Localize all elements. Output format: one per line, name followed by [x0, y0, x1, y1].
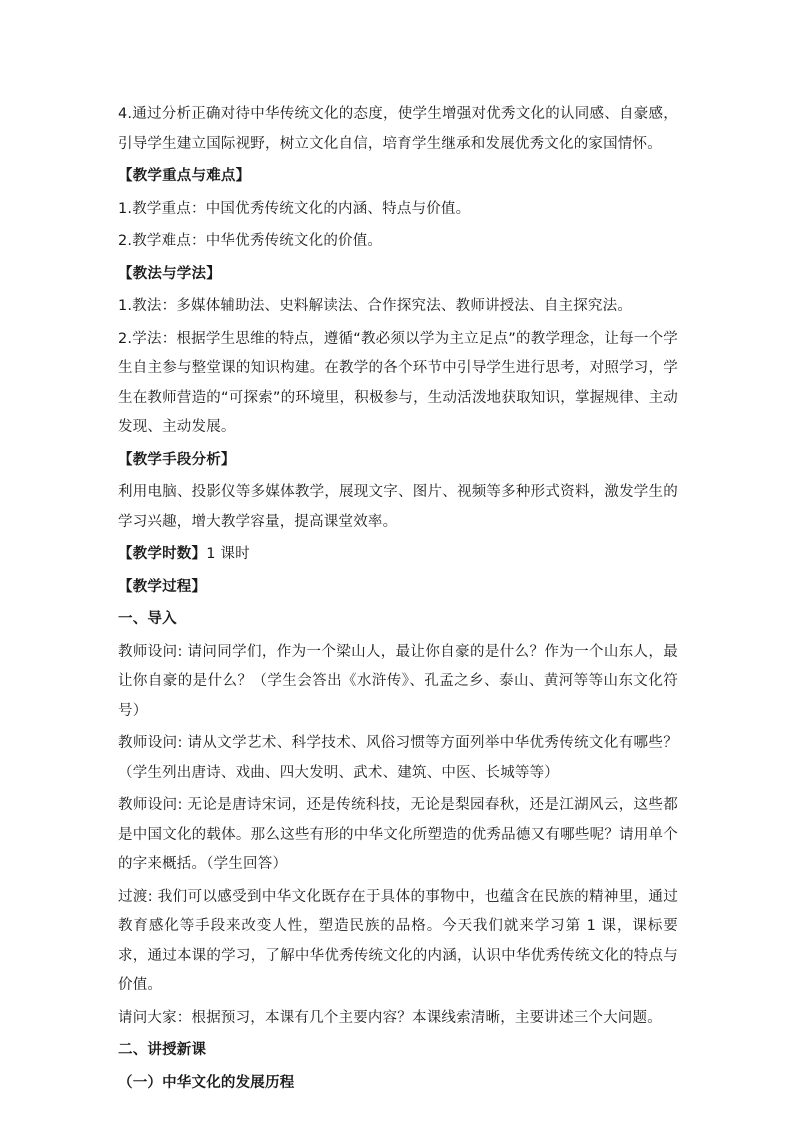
heading-teaching-means: 【教学手段分析】 — [118, 451, 236, 468]
heading-introduction: 一、导入 — [118, 611, 177, 627]
heading-subsection-1: （一）中华文化的发展历程 — [118, 1074, 295, 1091]
paragraph-transition: 过渡: 我们可以感受到中华文化既存在于具体的事物中，也蕴含在民族的精神里，通过教育感化等手段来改变人性，塑造民族的品格。今天我们就来学习第 1 课，课标要求，通过本课的学习，了解中华优秀传统文化的内涵，认识中华优秀传统文化的特点与价值。 — [118, 888, 678, 993]
paragraph-teaching-means: 利用电脑、投影仪等多媒体教学，展现文字、图片、视频等多种形式资料，激发学生的学习兴趣，增大教学容量，提高课堂效率。 — [118, 484, 678, 530]
heading-key-difficult-points: 【教学重点与难点】 — [118, 168, 251, 184]
paragraph-teaching-hours — [118, 540, 678, 570]
paragraph-teaching-method: 1.教法：多媒体辅助法、史料解读法、合作探究法、教师讲授法、自主探究法。 — [118, 298, 633, 314]
paragraph-key-point: 1.教学重点：中国优秀传统文化的内涵、特点与价值。 — [118, 200, 471, 217]
paragraph-learning-method: 2.学法：根据学生思维的特点，遵循“教必须以学为主立足点”的教学理念，让每一个学生自主参与整堂课的知识构建。在教学的各个环节中引导学生进行思考，对照学习，学生在教师营造的“可探索”的环境里，积极参与，生动活泼地获取知识，掌握规律、主动发现、主动发展。 — [118, 330, 678, 435]
paragraph-question-1: 教师设问: 请问同学们，作为一个梁山人，最让你自豪的是什么？作为一个山东人，最让你自豪的是什么？（学生会答出《水浒传》、孔孟之乡、泰山、黄河等等山东文化符号） — [118, 643, 678, 719]
heading-new-lesson: 二、讲授新课 — [118, 1042, 207, 1058]
paragraph-objective-4: 4.通过分析正确对待中华传统文化的态度，使学生增强对优秀文化的认同感、自豪感，引导学生建立国际视野，树立文化自信，培育学生继承和发展优秀文化的家国情怀。 — [118, 106, 678, 152]
paragraph-question-2: 教师设问: 请从文学艺术、科学技术、风俗习惯等方面列举中华优秀传统文化有哪些？（学生列出唐诗、戏曲、四大发明、武术、建筑、中医、长城等等） — [118, 735, 678, 781]
paragraph-difficult-point: 2.教学难点：中华优秀传统文化的价值。 — [118, 233, 383, 249]
teaching-hours-value: 1 课时 — [206, 546, 250, 562]
paragraph-preview-question: 请问大家：根据预习，本课有几个主要内容？本课线索清晰，主要讲述三个大问题。 — [118, 1009, 662, 1026]
paragraph-question-3: 教师设问: 无论是唐诗宋词，还是传统科技，无论是梨园春秋，还是江湖风云，这些都是中国文化的载体。那么这些有形的中华文化所塑造的优秀品德又有哪些呢？请用单个的字来概括。（学生回答） — [118, 797, 678, 872]
heading-teaching-methods: 【教法与学法】 — [118, 265, 221, 282]
document-page — [118, 100, 678, 1101]
heading-teaching-process: 【教学过程】 — [118, 578, 207, 595]
heading-teaching-hours: 【教学时数】 — [118, 546, 207, 562]
